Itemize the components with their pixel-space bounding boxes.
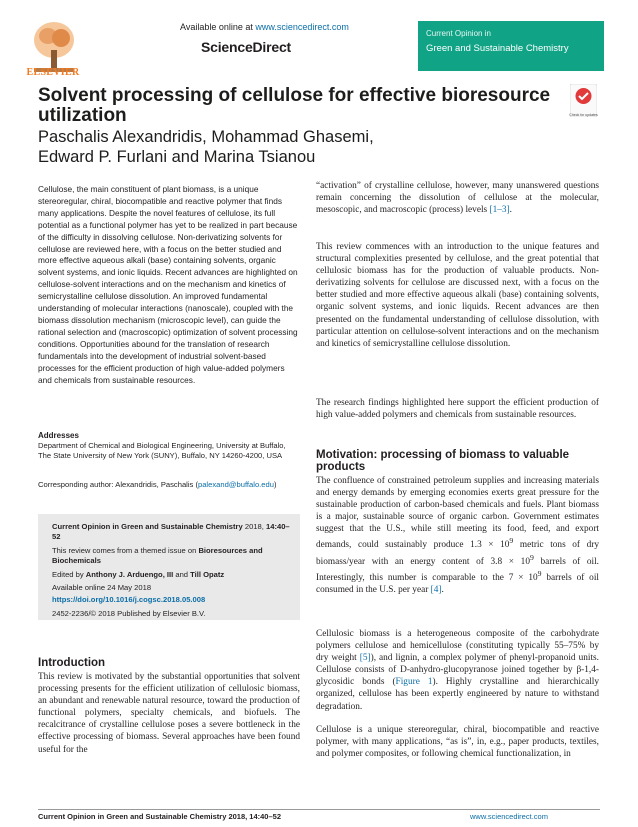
introduction-heading: Introduction xyxy=(38,657,106,669)
footer-link[interactable]: www.sciencedirect.com xyxy=(470,812,548,821)
themed-issue-name: Bioresources and Biochemicals xyxy=(52,546,263,565)
exponent-1: 9 xyxy=(509,536,514,546)
editor-2: Till Opatz xyxy=(190,570,225,579)
paragraph-4-d: barrels of oil consumed in the U.S. per year xyxy=(316,572,599,596)
copyright-line: 2452-2236/© 2018 Published by Elsevier B.V. xyxy=(52,609,206,618)
available-date: Available online 24 May 2018 xyxy=(52,583,152,592)
paragraph-4-c: barrels of oil. Interestingly, this number is comparable to the 7 × 10 xyxy=(316,556,599,583)
figure-1-link[interactable]: Figure 1 xyxy=(395,677,433,688)
paragraph-2: This review commences with an introduction to the unique features and structural complexities presented by cellulose, and the great potential that cellulosic biomass has for the production of valuable products. Non-derivatizing solvents for cellulose are discussed next, with a focus on the better studied and more effective aqueous alkali (base) containing solvents, organic solvent systems, and ionic liquids. Recent advances are then presented on the fundamental understanding of cellulose dissolution, with particular attention on cellulose-solvent interactions and on the mechanism and kinetics of semicrystalline cellulose dissolution. xyxy=(316,242,599,349)
available-prefix: Available online at xyxy=(180,22,256,32)
journal-banner-small: Current Opinion in xyxy=(426,29,491,38)
addresses-heading: Addresses xyxy=(38,431,79,440)
author-email-link[interactable]: palexand@buffalo.edu xyxy=(197,480,274,489)
footer-citation: Current Opinion in Green and Sustainable Chemistry 2018, 14:40–52 xyxy=(38,812,281,821)
paragraph-4 xyxy=(316,475,599,596)
doi-line xyxy=(52,595,290,605)
paragraph-1-end: . xyxy=(509,205,512,216)
doi-link[interactable]: https://doi.org/10.1016/j.cogsc.2018.05.008 xyxy=(52,595,206,604)
paragraph-4-end: . xyxy=(441,585,444,596)
edited-and: and xyxy=(173,570,191,579)
authors-line-1: Paschalis Alexandridis, Mohammad Ghasemi, xyxy=(38,128,374,146)
sciencedirect-link[interactable]: www.sciencedirect.com xyxy=(255,22,349,32)
paragraph-5-b: ), and lignin, a complex polymer of phenyl-propanoid units. Cellulose consists of D-anhydro-glucopyranose joined together by β-1,4-glycosidic bonds ( xyxy=(316,653,599,688)
themed-issue-prefix: This review comes from a themed issue on xyxy=(52,546,199,555)
exponent-3: 9 xyxy=(537,568,542,578)
journal-banner-title: Green and Sustainable Chemistry xyxy=(426,43,569,54)
exponent-2: 9 xyxy=(529,552,534,562)
reference-link-5[interactable]: [5] xyxy=(359,653,371,664)
paragraph-1-text: “activation” of crystalline cellulose, however, many unanswered questions remain concerning the dissolution of cellulose at the molecular, mesoscopic, and macroscopic (process) levels xyxy=(316,181,599,216)
available-online xyxy=(180,22,349,32)
citation-line xyxy=(52,522,290,542)
citation-volume: 14:40–52 xyxy=(52,522,290,541)
paragraph-3: The research findings highlighted here support the efficient production of high value-added polymers and chemicals from sustainable resources. xyxy=(316,398,599,421)
introduction-text: This review is motivated by the substantial opportunities that solvent processing presents for the efficient utilization of cellulosic biomass, an abundant and renewable natural resource, toward the production of functional polymers, specialty chemicals, and biofuels. The recalcitrance of crystalline cellulose poses a severe bottleneck in the effective processing of biomass. Several approaches have been found useful for the xyxy=(38,672,300,755)
edited-prefix: Edited by xyxy=(52,570,86,579)
check-updates-label: Check for updates xyxy=(569,113,598,117)
citation-journal: Current Opinion in Green and Sustainable Chemistry xyxy=(52,522,243,531)
reference-link-4[interactable]: [4] xyxy=(430,585,442,596)
corresponding-suffix: ) xyxy=(273,480,277,489)
editors-line xyxy=(52,570,290,580)
paragraph-4-b: metric tons of dry biomass/year with an energy content of 3.8 × 10 xyxy=(316,540,599,567)
editor-1: Anthony J. Arduengo, III xyxy=(85,570,174,579)
paragraph-4-a: The confluence of constrained petroleum supplies and increasing materials and energy demands by emerging economies exerts great pressure for the sustainable production of carbon-based chemicals and fuels. Plant biomass is a major, sustainable source of organic carbon. Government estimates suggest that the U.S., while still meeting its food, feed, and export demands, could sustainably produce 1.3 × 10 xyxy=(316,476,599,551)
paragraph-5-a: Cellulosic biomass is a heterogeneous composite of the carbohydrate polymers cellulose and hemicellulose (constituting typically 55–75% by dry weight xyxy=(316,629,599,664)
corresponding-prefix: Corresponding author: Alexandridis, Paschalis ( xyxy=(38,480,198,489)
abstract: Cellulose, the main constituent of plant biomass, is a unique stereoregular, chiral, biocompatible and reactive polymer that finds many applications. Despite the novel features of cellulose, its full potential as a functional polymer has yet to be realized in part because of the difficulty in dissolving cellulose. Non-derivatizing solvents for cellulose are reviewed here, with a focus on the better studied and more effective aqueous alkali (base) containing solvents, organic solvent systems, and ionic liquids. Recent advances are highlighted on cellulose-solvent interactions and on the mechanism and kinetics of semicrystalline cellulose dissolution. An improved fundamental understanding of molecular interactions (nanoscale), coupled with the biomass dissolution mechanism (microscopic level), can guide the rational selection and (macroscopic) optimization of solvent processing conditions. Opportunities abound for the translation of research fundamentals into the development of industrial solvent-based processes for the efficient production of high value-added polymers and chemicals from sustainable resources. xyxy=(38,184,298,385)
footer-divider xyxy=(38,809,600,810)
authors-line-2: Edward P. Furlani and Marina Tsianou xyxy=(38,148,316,166)
journal-banner xyxy=(418,21,604,71)
publisher-logo-text: ELSEVIER xyxy=(26,67,80,78)
motivation-heading: Motivation: processing of biomass to valuable products xyxy=(316,449,570,473)
affiliation: Department of Chemical and Biological Engineering, University at Buffalo, The State University of New York (SUNY), Buffalo, NY 14260-4200, USA xyxy=(38,441,286,461)
article-info-box xyxy=(38,514,300,620)
citation-year: 2018, xyxy=(244,522,264,531)
themed-issue-line xyxy=(52,546,290,566)
paragraph-6: Cellulose is a unique stereoregular, chiral, biocompatible and reactive polymer, with many applications, “as is”, in, e.g., paper products, textiles, and polymer composites, or following chemical functionalization, in xyxy=(316,725,599,760)
paragraph-5-c: ). Highly crystalline and hierarchically organized, cellulose has been expertly engineered by nature to withstand degradation. xyxy=(316,677,600,712)
article-title: Solvent processing of cellulose for effective bioresource utilization xyxy=(38,85,551,126)
corresponding-author xyxy=(38,480,300,490)
author-list xyxy=(38,127,558,167)
reference-link-1-3[interactable]: [1–3] xyxy=(489,205,510,216)
paragraph-1 xyxy=(316,180,599,216)
paragraph-5 xyxy=(316,628,599,713)
platform-name: ScienceDirect xyxy=(201,39,292,55)
